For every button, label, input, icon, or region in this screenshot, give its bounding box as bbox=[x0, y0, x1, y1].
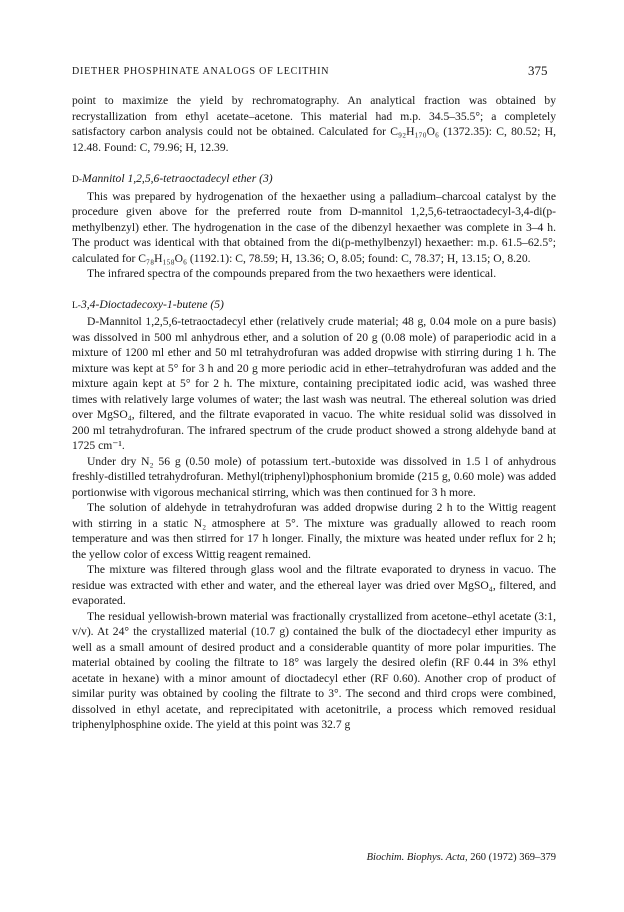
paragraph: This was prepared by hydrogenation of the hexaether using a palladium–charcoal catalyst by the procedure given above for the preferred route from D-mannitol 1,2,5,6-tetraoctadecyl-3,4-di(p-methylbenzyl) ether. The hydrogenation in the case of the dibenzyl hexaether was complete in 3–4 h. The product was identical with that obtained from the di(p-methylbenzyl) hexaether: m.p. 61.5–62.5°; calculated for C₇₈H₁₅₈O₆ (1192.1): C, 78.59; H, 13.36; O, 8.05; found: C, 78.37; H, 13.15; O, 8.20. bbox=[72, 189, 556, 265]
section-heading-mannitol-ether bbox=[72, 171, 556, 189]
stereo-prefix: L- bbox=[72, 300, 81, 311]
section-heading-butene bbox=[72, 297, 556, 315]
paragraph: The mixture was filtered through glass wool and the filtrate evaporated to dryness in vacuo. The residue was extracted with ether and water, and the ethereal layer was dried over MgSO₄, filtered, and evaporated. bbox=[72, 563, 556, 607]
paragraph: The infrared spectra of the compounds prepared from the two hexaethers were identical. bbox=[87, 267, 497, 280]
paragraph: The residual yellowish-brown material was fractionally crystallized from acetone–ethyl acetate (3:1, v/v). At 24° the crystallized material (10.7 g) contained the bulk of the dioctadecyl ether impurity as well as a small amount of desired product and a considerable quantity of more polar impurities. The material obtained by cooling the filtrate to 18° was largely the desired olefin (RF 0.44 in 3% ethyl acetate in hexane) with a minor amount of dioctadecyl ether (RF 0.60). Another crop of product of similar purity was obtained by cooling the filtrate to 3°. The second and third crops were combined, dissolved in ethyl acetate, and reprecipitated with acetonitrile, a process which removed residual triphenylphosphine oxide. The yield at this point was 32.7 g bbox=[72, 609, 556, 731]
journal-name: Biochim. Biophys. Acta, bbox=[366, 852, 468, 863]
journal-citation: 260 (1972) 369–379 bbox=[470, 852, 556, 863]
body-text bbox=[72, 93, 556, 733]
journal-footer bbox=[316, 852, 556, 863]
page-number: 375 bbox=[528, 63, 548, 78]
paragraph: D-Mannitol 1,2,5,6-tetraoctadecyl ether (relatively crude material; 48 g, 0.04 mole on a pure basis) was dissolved in 500 ml anhydrous ether, and a solution of 20 g (0.08 mole) of paraperiodic acid in a mixture of 1200 ml ether and 50 ml tetrahydrofuran was added dropwise with stirring during 1 h. The mixture was kept at 5° for 3 h and 20 g more periodic acid in ether–tetrahydrofuran was added and the mixture again kept at 5° for 2 h. The mixture, containing precipitated iodic acid, was washed three times with relatively large volumes of water; the last wash was neutral. The ethereal solution was dried over MgSO₄, filtered, and the filtrate evaporated in vacuo. The white residual solid was dissolved in 200 ml tetrahydrofuran. The infrared spectrum of the crude product showed a strong aldehyde band at 1725 cm⁻¹. bbox=[72, 315, 556, 452]
running-title: DIETHER PHOSPHINATE ANALOGS OF LECITHIN bbox=[72, 66, 330, 77]
section-title: 3,4-Dioctadecoxy-1-butene (5) bbox=[80, 297, 224, 311]
paragraph: The solution of aldehyde in tetrahydrofuran was added dropwise during 2 h to the Wittig reagent with stirring in a static N₂ atmosphere at 5°. The mixture was gradually allowed to reach room temperature and was then stirred for 17 h longer. Finally, the mixture was heated under reflux for 2 h; the yellow color of excess Wittig reagent remained. bbox=[72, 501, 556, 561]
section-title: Mannitol 1,2,5,6-tetraoctadecyl ether (3) bbox=[82, 172, 273, 185]
paragraph: point to maximize the yield by rechromatography. An analytical fraction was obtained by recrystallization from ethyl acetate–acetone. This material had m.p. 34.5–35.5°; a completely satisfactory carbon analysis could not be obtained. Calculated for C₉₂H₁₇₀O₆ (1372.35): C, 80.52; H, 12.48. Found: C, 79.96; H, 12.39. bbox=[72, 94, 556, 154]
paragraph: Under dry N₂ 56 g (0.50 mole) of potassium tert.-butoxide was dissolved in 1.5 l of anhydrous freshly-distilled tetrahydrofuran. Methyl(triphenyl)phosphonium bromide (215 g, 0.60 mole) was added portionwise with vigorous mechanical stirring, which was then continued for 3 h more. bbox=[72, 454, 556, 499]
stereo-prefix: D- bbox=[72, 175, 83, 185]
